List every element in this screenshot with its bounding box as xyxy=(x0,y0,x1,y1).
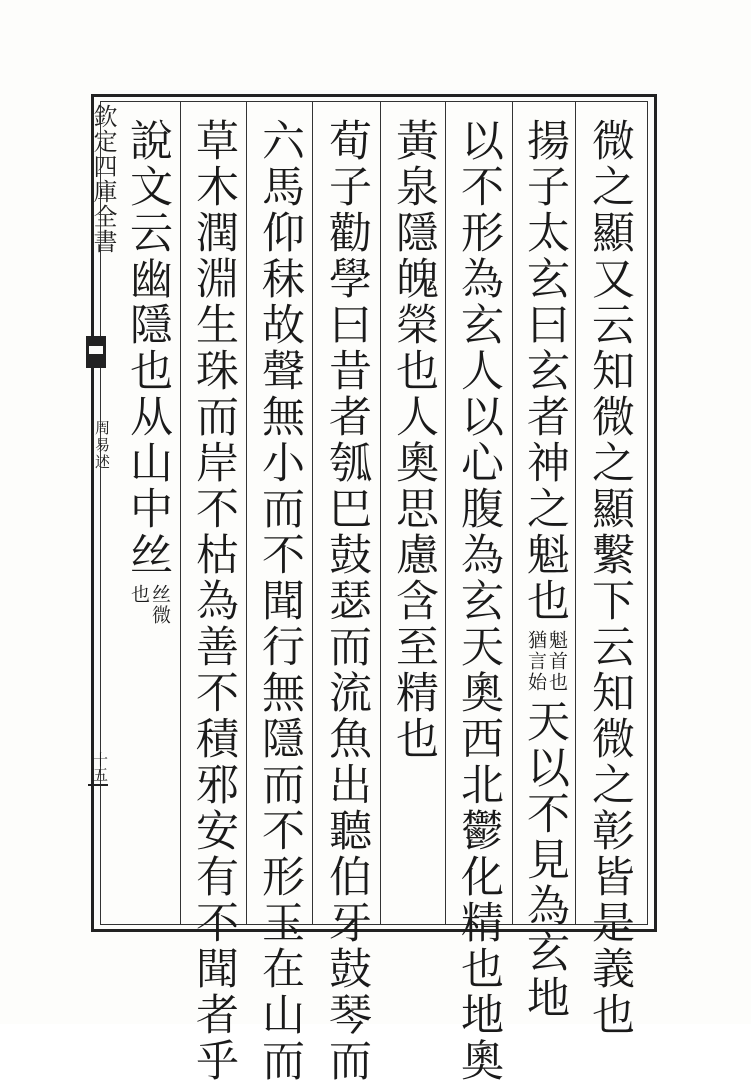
text-column-7: 草木潤淵生珠而岸不枯為善不積邪安有不聞者乎 xyxy=(189,118,239,1084)
text-column-1: 微之顯又云知微之顯繫下云知微之彰皆是義也 xyxy=(585,118,635,1038)
annotation xyxy=(128,584,170,626)
text-column-5: 荀子勸學曰昔者瓠巴鼓瑟而流魚出聽伯牙鼓琴而 xyxy=(322,118,372,1084)
annotation-line-right: 魁首也 xyxy=(546,630,568,693)
column-rule xyxy=(575,101,576,925)
annotation-line-right: 丝微 xyxy=(149,584,171,626)
column-rule xyxy=(180,101,181,925)
column-rule xyxy=(380,101,381,925)
column-rule xyxy=(445,101,446,925)
section-title: 周易述 xyxy=(93,420,111,471)
text-column-2 xyxy=(520,118,570,1021)
text-column-4: 黃泉隱魄榮也人奧思慮含至精也 xyxy=(389,118,439,762)
text-column-8 xyxy=(123,118,173,632)
column-rule xyxy=(312,101,313,925)
column-text: 天以不見為玄地 xyxy=(520,699,570,1021)
annotation-line-left: 猶言始 xyxy=(525,630,547,693)
column-text: 說文云幽隱也从山中丝 xyxy=(123,118,173,578)
column-rule xyxy=(246,101,247,925)
column-text: 揚子太玄曰玄者神之魁也 xyxy=(520,118,570,624)
text-column-3: 以不形為玄人以心腹為玄天奧西北鬱化精也地奧 xyxy=(454,118,504,1084)
book-title: 欽定四庫全書 xyxy=(89,104,117,254)
column-rule xyxy=(512,101,513,925)
fish-tail-ornament xyxy=(86,336,106,368)
text-column-6: 六馬仰秣故聲無小而不聞行無隱而不形玉在山而 xyxy=(255,118,305,1084)
annotation-line-left: 也 xyxy=(128,584,150,605)
page-number: 十五 xyxy=(91,752,109,782)
margin-rule xyxy=(88,784,108,786)
annotation xyxy=(525,630,567,693)
